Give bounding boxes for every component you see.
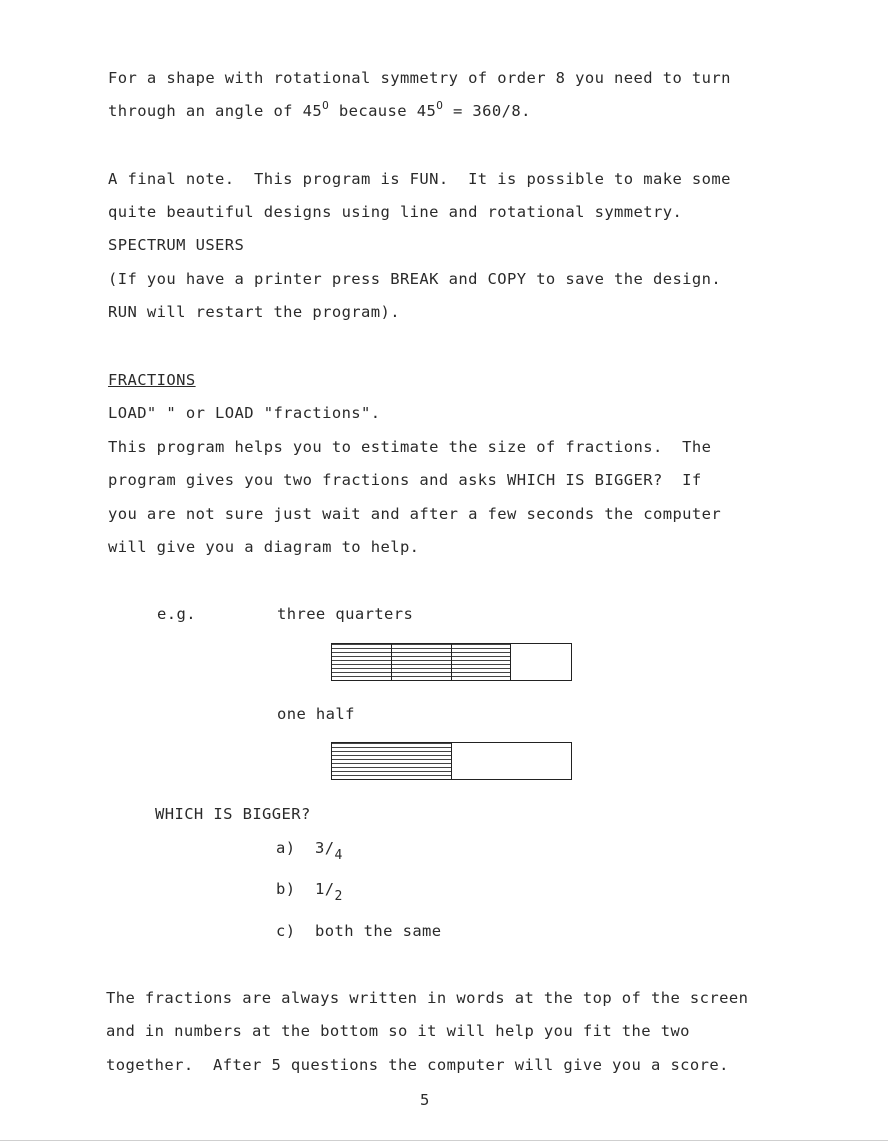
option-a-denominator: 4 <box>334 848 343 863</box>
fraction2-label: one half <box>277 705 355 723</box>
option-b-letter: b) <box>276 880 296 898</box>
line2-part-b: because 45 <box>329 102 437 120</box>
line2-part-a: through an angle of 45 <box>108 102 323 120</box>
paragraph4-line: The fractions are always written in words at the top of the screen <box>106 989 749 1007</box>
bar-segment-shaded <box>332 743 452 779</box>
paragraph2-line: (If you have a printer press BREAK and COPY to save the design. <box>108 270 722 288</box>
paragraph2-line: quite beautiful designs using line and rotational symmetry. <box>108 203 683 221</box>
option-b-fraction <box>315 879 343 904</box>
paragraph4-line: together. After 5 questions the computer will give you a score. <box>106 1056 729 1074</box>
option-c-text: both the same <box>315 922 442 940</box>
option-a-numerator: 3/ <box>315 839 335 857</box>
bar-segment-shaded <box>452 644 512 680</box>
page-edge-line <box>0 1140 888 1141</box>
paragraph3-line: you are not sure just wait and after a few seconds the computer <box>108 505 722 523</box>
paragraph1-line2 <box>108 101 531 121</box>
fractions-heading: FRACTIONS <box>108 371 196 389</box>
paragraph3-line: This program helps you to estimate the size of fractions. The <box>108 438 712 456</box>
paragraph3-line: program gives you two fractions and asks WHICH IS BIGGER? If <box>108 471 702 489</box>
bar-segment-shaded <box>392 644 452 680</box>
load-instruction: LOAD" " or LOAD "fractions". <box>108 404 381 422</box>
page-number: 5 <box>420 1091 430 1109</box>
paragraph2-line: A final note. This program is FUN. It is possible to make some <box>108 170 731 188</box>
three-quarters-bar <box>331 643 572 681</box>
eg-label: e.g. <box>157 605 196 623</box>
spectrum-users-heading: SPECTRUM USERS <box>108 236 245 254</box>
paragraph3-line: will give you a diagram to help. <box>108 538 420 556</box>
option-b-denominator: 2 <box>334 889 343 904</box>
paragraph2-line: RUN will restart the program). <box>108 303 400 321</box>
degree-mark: O <box>322 99 330 112</box>
bar-segment-shaded <box>332 644 392 680</box>
option-c-letter: c) <box>276 922 296 940</box>
paragraph1-line1: For a shape with rotational symmetry of order 8 you need to turn <box>108 69 731 87</box>
option-a-letter: a) <box>276 839 296 857</box>
line2-part-c: = 360/8. <box>443 102 531 120</box>
one-half-bar <box>331 742 572 780</box>
which-is-bigger-question: WHICH IS BIGGER? <box>155 805 311 823</box>
option-b-numerator: 1/ <box>315 880 335 898</box>
bar-segment-empty <box>511 644 571 680</box>
degree-mark: O <box>436 99 444 112</box>
fraction1-label: three quarters <box>277 605 414 623</box>
bar-segment-empty <box>452 743 572 779</box>
option-a-fraction <box>315 838 343 863</box>
paragraph4-line: and in numbers at the bottom so it will help you fit the two <box>106 1022 690 1040</box>
